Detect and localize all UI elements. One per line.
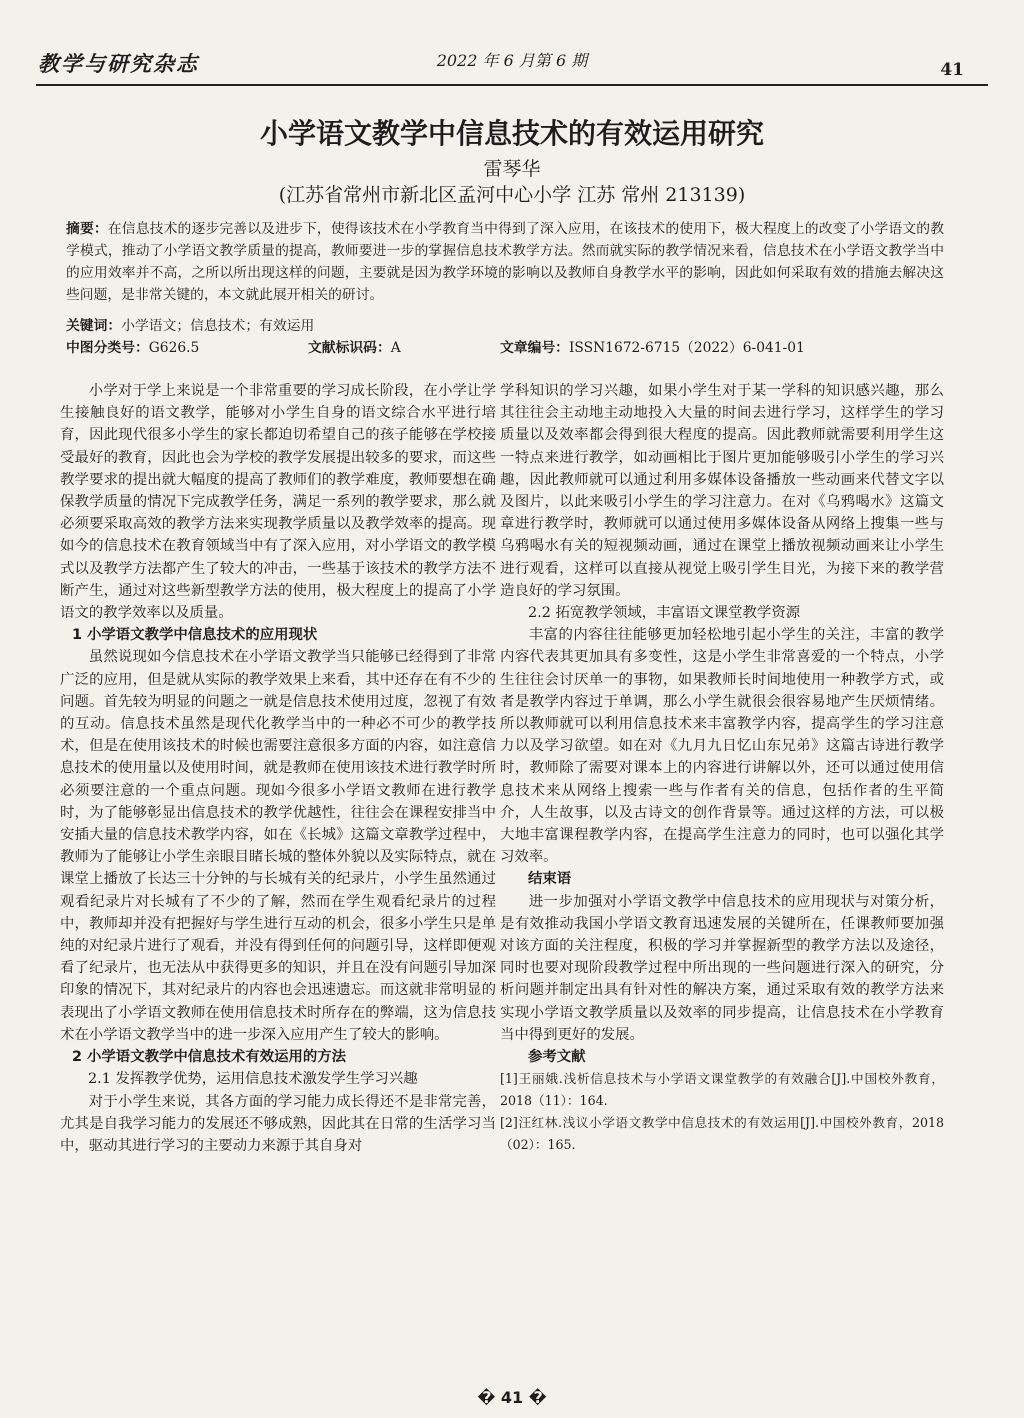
classification-value: G626.5 — [148, 340, 200, 356]
page-header — [0, 0, 1024, 86]
article-no-value: ISSN1672-6715（2022）6-041-01 — [568, 340, 805, 356]
issue-date: 2022 年 6 月第 6 期 — [436, 51, 588, 70]
body-paragraph: 进一步加强对小学语文教学中信息技术的应用现状与对策分析，是有效推动我国小学语文教育迅速发展的关键所在，任课教师要加强对该方面的关注程度，积极的学习并掌握新型的教学方法以及途径，同时也要对现阶段教学过程中所出现的一些问题进行深入的研究，分析问题并制定出具有针对性的解决方案，通过采取有效的教学方法来实现小学语文教学质量以及效率的同步提高，让信息技术在小学教育当中得到更好的发展。 — [500, 893, 944, 1043]
keywords-label: 关键词： — [66, 318, 122, 334]
header-rule — [36, 84, 988, 86]
left-column — [60, 380, 496, 1157]
body-paragraph: 丰富的内容往往能够更加轻松地引起小学生的关注，丰富的教学内容代表其更加具有多变性，这是小学生非常喜爱的一个特点，小学生往往会讨厌单一的事物，如果教师长时间地使用一种教学方式，或者是教学内容过于单调，那么小学生就很会很容易地产生厌烦情绪。所以教师就可以利用信息技术来丰富教学内容，提高学生的学习注意力以及学习欲望。如在对《九月九日忆山东兄弟》这篇古诗进行教学时，教师除了需要对课本上的内容进行讲解以外，还可以通过使用信息技术来从网络上搜索一些与作者有关的信息，包括作者的生平简介，人生故事，以及古诗文的创作背景等。通过这样的方法，可以极大地丰富课程教学内容，在提高学生注意力的同时，也可以强化其学习效率。 — [500, 627, 944, 866]
page-number: 41 — [940, 60, 964, 80]
document-code — [308, 336, 401, 356]
right-column — [500, 380, 944, 1156]
conclusion-heading: 结束语 — [528, 871, 572, 888]
subsection-heading: 2.1 发挥教学优势，运用信息技术激发学生学习兴趣 — [88, 1071, 418, 1088]
reference-item: [2]汪红林.浅议小学语文教学中信息技术的有效运用[J].中国校外教育，2018（02）：165. — [500, 1115, 944, 1153]
body-paragraph: 虽然说现如今信息技术在小学语文教学当只能够已经得到了非常广泛的应用，但是就从实际的教学效果上来看，其中还存在有不少的问题。首先较为明显的问题之一就是信息技术使用过度，忽视了有效的互动。信息技术虽然是现代化教学当中的一种必不可少的教学技术，但是在使用该技术的时候也需要注意很多方面的内容，如注意信息技术的使用量以及使用时间，就是教师在使用该技术进行教学时所必须要注意的一个重点问题。现如今很多小学语文教师在进行教学时，为了能够彰显出信息技术的教学优越性，往往会在课程安排当中安插大量的信息技术教学内容，如在《长城》这篇文章教学过程中，教师为了能够让小学生亲眼目睹长城的整体外貌以及实际特点，就在课堂上播放了长达三十分钟的与长城有关的纪录片，小学生虽然通过观看纪录片对长城有了不少的了解，然而在学生观看纪录片的过程中，教师却并没有把握好与学生进行互动的机会，很多小学生只是单纯的对纪录片进行了观看，并没有得到任何的问题引导，这样即便观看了纪录片，也无法从中获得更多的知识，并且在没有问题引导加深印象的情况下，其对纪录片的内容也会迅速遗忘。而这就非常明显的表现出了小学语文教师在使用信息技术时所存在的弊端，这为信息技术在小学语文教学当中的进一步深入应用产生了较大的影响。 — [60, 649, 496, 1043]
body-paragraph: 学科知识的学习兴趣，如果小学生对于某一学科的知识感兴趣，那么其往往会主动地主动地投入大量的时间去进行学习，这样学生的学习质量以及效率都会得到很大程度的提高。因此教师就需要利用学生这一特点来进行教学，如动画相比于图片更加能够吸引小学生的学习兴趣，因此教师就可以通过利用多媒体设备播放一些动画来代替文字以及图片，以此来吸引小学生的学习注意力。在对《乌鸦喝水》这篇文章进行教学时，教师就可以通过使用多媒体设备从网络上搜集一些与乌鸦喝水有关的短视频动画，通过在课堂上播放视频动画来让小学生进行观看，这样可以直接从视觉上吸引学生目光，为接下来的教学营造良好的学习氛围。 — [500, 383, 944, 599]
abstract-text: 在信息技术的逐步完善以及进步下，使得该技术在小学教育当中得到了深入应用，在该技术的使用下，极大程度上的改变了小学语文的教学模式，推动了小学语文教学质量的提高，教师要进一步的掌握信息技术教学方法。然而就实际的教学情况来看，信息技术在小学语文教学当中的应用效率并不高，之所以所出现这样的问题，主要就是因为教学环境的影响以及教师自身教学水平的影响，因此如何采取有效的措施去解决这些问题，是非常关键的，本文就此展开相关的研讨。 — [66, 221, 945, 303]
keywords-text: 小学语文；信息技术；有效运用 — [121, 318, 315, 334]
author-affiliation: (江苏省常州市新北区孟河中心小学 江苏 常州 213139) — [278, 184, 746, 206]
section-heading: 1 小学语文教学中信息技术的应用现状 — [72, 627, 318, 644]
paper-title: 小学语文教学中信息技术的有效运用研究 — [259, 117, 764, 150]
doc-code-label: 文献标识码： — [308, 340, 391, 356]
subsection-heading: 2.2 拓宽教学领域，丰富语文课堂教学资源 — [528, 605, 801, 622]
page-footer: � 41 � — [477, 1388, 547, 1407]
article-no-label: 文章编号： — [500, 340, 569, 356]
body-paragraph: 对于小学生来说，其各方面的学习能力成长得还不是非常完善，尤其是自我学习能力的发展还不够成熟，因此其在日常的生活学习当中，驱动其进行学习的主要动力来源于其自身对 — [60, 1093, 496, 1154]
classification-number — [66, 336, 199, 356]
keywords — [66, 314, 314, 334]
doc-code-value: A — [390, 340, 401, 356]
section-heading: 2 小学语文教学中信息技术有效运用的方法 — [72, 1049, 347, 1066]
abstract-label: 摘要： — [66, 221, 108, 237]
reference-item: [1]王丽娥.浅析信息技术与小学语文课堂教学的有效融合[J].中国校外教育，2018（11）：164. — [500, 1071, 944, 1109]
body-paragraph: 小学对于学上来说是一个非常重要的学习成长阶段，在小学让学生接触良好的语文教学，能够对小学生自身的语文综合水平进行培育，因此现代很多小学生的家长都迫切希望自己的孩子能够在学校接受最好的教育，因此也会为学校的教学发展提出较多的要求，而这些教学要求的提出就大幅度的提高了教师们的教学难度，教师要想在确保教学质量的情况下完成教学任务，满足一系列的教学要求，那么就必须要采取高效的教学方法来实现教学质量以及教学效率的提高。现如今的信息技术在教育领域当中有了深入应用，对小学语文的教学模式以及教学方法都产生了较大的冲击，一些基于该技术的教学方法不断产生，通过对这些新型教学方法的使用，极大程度上的提高了小学语文的教学效率以及质量。 — [60, 383, 496, 622]
classification-label: 中图分类号： — [66, 340, 149, 356]
article-number — [500, 336, 805, 356]
abstract — [66, 218, 944, 306]
author-name: 雷琴华 — [483, 158, 541, 180]
journal-name: 教学与研究杂志 — [38, 51, 199, 76]
references-heading: 参考文献 — [528, 1049, 586, 1066]
